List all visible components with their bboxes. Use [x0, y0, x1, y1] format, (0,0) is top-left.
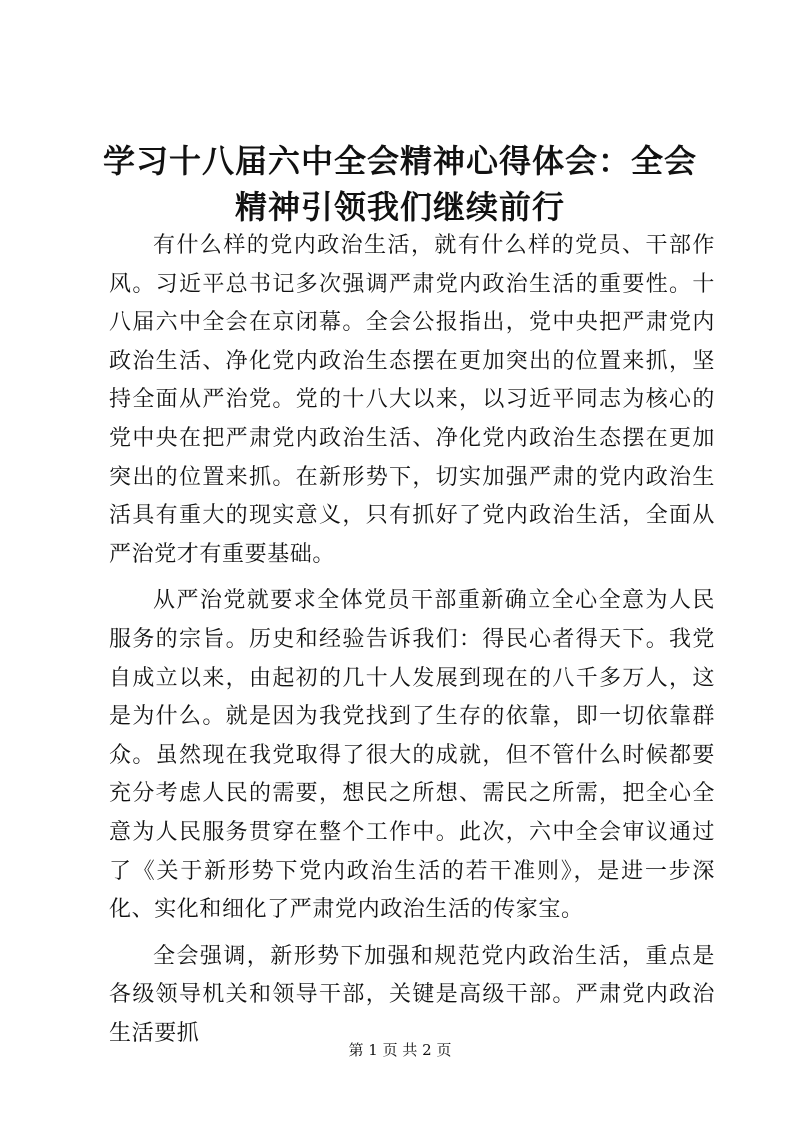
paragraph-3: 全会强调，新形势下加强和规范党内政治生活，重点是各级领导机关和领导干部，关键是高级干部。严肃党内政治生活要抓 — [109, 943, 715, 1046]
paragraph-1: 有什么样的党内政治生活，就有什么样的党员、干部作风。习近平总书记多次强调严肃党内政治生活的重要性。十八届六中全会在京闭幕。全会公报指出，党中央把严肃党内政治生活、净化党内政治生态摆在更加突出的位置来抓，坚持全面从严治党。党的十八大以来，以习近平同志为核心的党中央在把严肃党内政治生活、净化党内政治生态摆在更加突出的位置来抓。在新形势下，切实加强严肃的党内政治生活具有重大的现实意义，只有抓好了党内政治生活，全面从严治党才有重要基础。 — [109, 233, 715, 567]
document-body — [109, 227, 715, 1061]
document-title: 学习十八届六中全会精神心得体会：全会精神引领我们继续前行 — [102, 142, 697, 226]
paragraph-2: 从严治党就要求全体党员干部重新确立全心全意为人民服务的宗旨。历史和经验告诉我们：得民心者得天下。我党自成立以来，由起初的几十人发展到现在的八千多万人，这是为什么。就是因为我党找到了生存的依靠，即一切依靠群众。虽然现在我党取得了很大的成就，但不管什么时候都要充分考虑人民的需要，想民之所想、需民之所需，把全心全意为人民服务贯穿在整个工作中。此次，六中全会审议通过了《关于新形势下党内政治生活的若干准则》，是进一步深化、实化和细化了严肃党内政治生活的传家宝。 — [109, 588, 715, 923]
page-footer: 第 1 页 共 2 页 — [348, 1041, 452, 1059]
